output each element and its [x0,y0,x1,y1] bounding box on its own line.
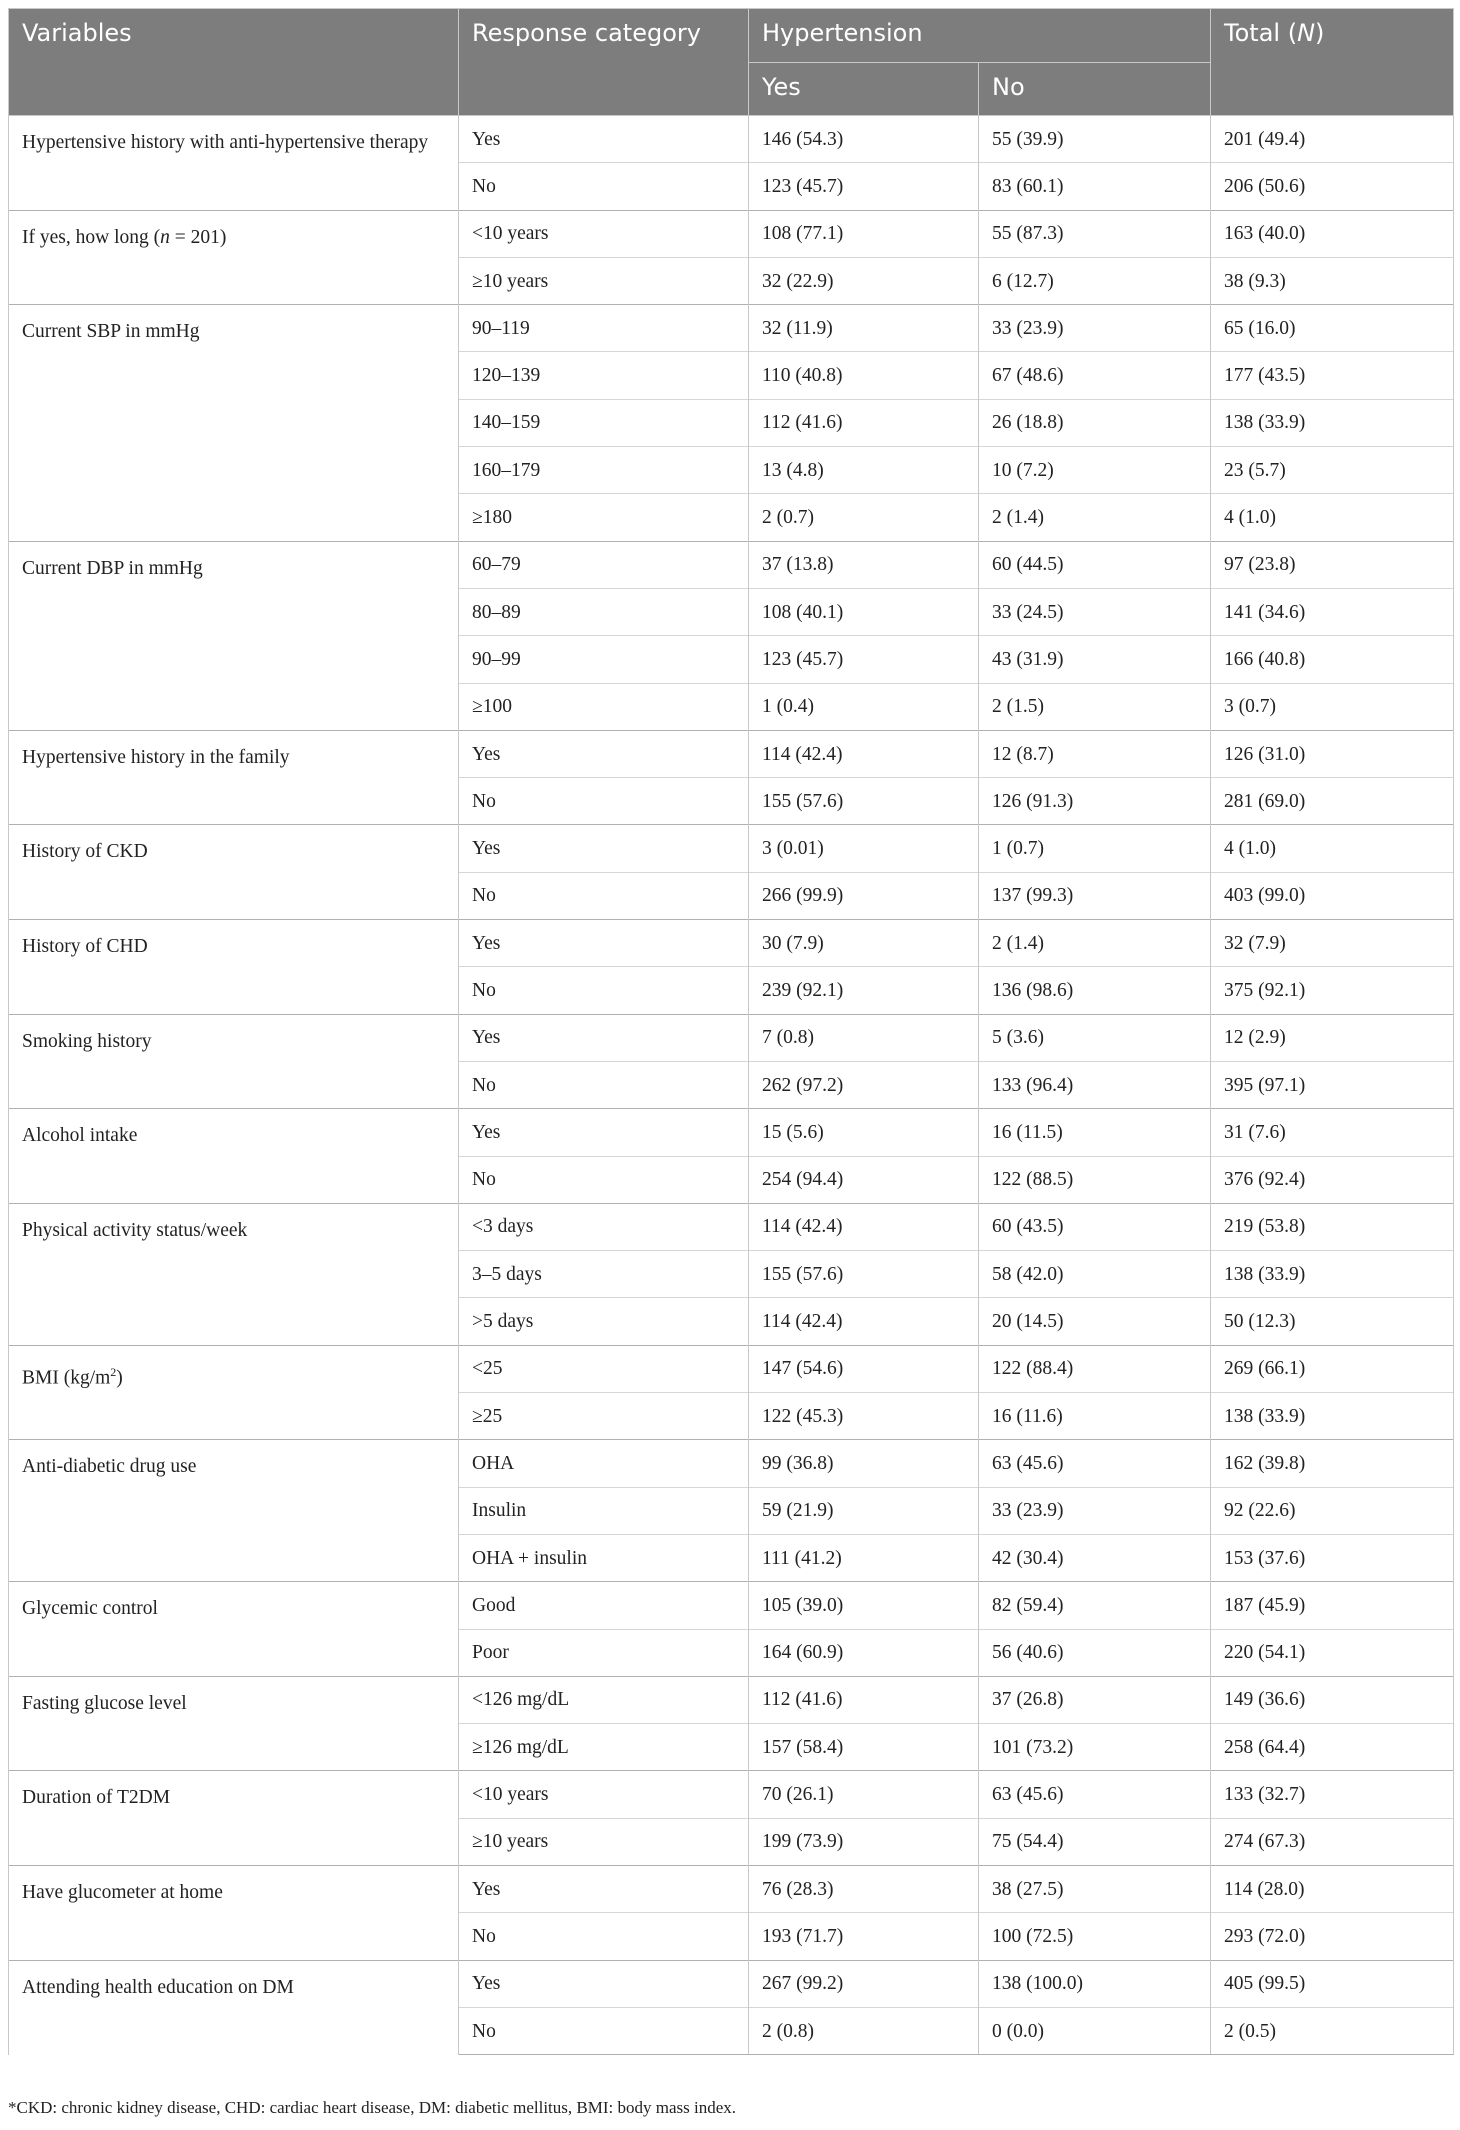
total-cell: 206 (50.6) [1211,163,1454,210]
hypertension-yes-cell: 112 (41.6) [749,1676,979,1723]
category-cell: 120–139 [459,352,749,399]
total-cell: 177 (43.5) [1211,352,1454,399]
hypertension-yes-cell: 13 (4.8) [749,447,979,494]
hypertension-no-cell: 60 (44.5) [979,541,1211,588]
variable-cell: History of CHD [9,920,459,1015]
table-container [8,8,1453,2055]
variable-cell: Smoking history [9,1014,459,1109]
total-cell: 3 (0.7) [1211,683,1454,730]
hypertension-no-cell: 20 (14.5) [979,1298,1211,1345]
hypertension-yes-cell: 199 (73.9) [749,1818,979,1865]
category-cell: ≥25 [459,1393,749,1440]
hypertension-yes-cell: 1 (0.4) [749,683,979,730]
category-cell: No [459,1913,749,1960]
total-cell: 114 (28.0) [1211,1865,1454,1912]
total-cell: 162 (39.8) [1211,1440,1454,1487]
category-cell: 80–89 [459,588,749,635]
hypertension-no-cell: 82 (59.4) [979,1582,1211,1629]
header-total-suffix: ) [1315,19,1325,47]
variable-cell: History of CKD [9,825,459,920]
table-body [9,116,1454,2055]
hypertension-no-cell: 42 (30.4) [979,1534,1211,1581]
total-cell: 281 (69.0) [1211,778,1454,825]
total-cell: 50 (12.3) [1211,1298,1454,1345]
total-cell: 376 (92.4) [1211,1156,1454,1203]
variable-cell: Hypertensive history in the family [9,730,459,825]
total-cell: 126 (31.0) [1211,730,1454,777]
category-cell: Yes [459,730,749,777]
category-cell: 90–99 [459,636,749,683]
hypertension-yes-cell: 164 (60.9) [749,1629,979,1676]
variable-italic-n: n [160,226,170,248]
hypertension-no-cell: 43 (31.9) [979,636,1211,683]
hypertension-no-cell: 2 (1.4) [979,920,1211,967]
total-cell: 12 (2.9) [1211,1014,1454,1061]
hypertension-yes-cell: 7 (0.8) [749,1014,979,1061]
hypertension-yes-cell: 147 (54.6) [749,1345,979,1392]
variable-cell: Have glucometer at home [9,1865,459,1960]
category-cell: ≥180 [459,494,749,541]
header-yes: Yes [749,63,979,116]
hypertension-no-cell: 2 (1.5) [979,683,1211,730]
variable-cell: Anti-diabetic drug use [9,1440,459,1582]
hypertension-yes-cell: 110 (40.8) [749,352,979,399]
table-row [9,1440,1454,1487]
total-cell: 166 (40.8) [1211,636,1454,683]
hypertension-no-cell: 133 (96.4) [979,1061,1211,1108]
table-row [9,1676,1454,1723]
hypertension-yes-cell: 2 (0.8) [749,2007,979,2054]
hypertension-yes-cell: 267 (99.2) [749,1960,979,2007]
hypertension-yes-cell: 37 (13.8) [749,541,979,588]
category-cell: 3–5 days [459,1251,749,1298]
hypertension-no-cell: 60 (43.5) [979,1203,1211,1250]
category-cell: 60–79 [459,541,749,588]
category-cell: Yes [459,1109,749,1156]
total-cell: 269 (66.1) [1211,1345,1454,1392]
category-cell: No [459,163,749,210]
hypertension-no-cell: 122 (88.5) [979,1156,1211,1203]
category-cell: ≥126 mg/dL [459,1724,749,1771]
category-cell: Yes [459,116,749,163]
hypertension-no-cell: 1 (0.7) [979,825,1211,872]
hypertension-yes-cell: 155 (57.6) [749,778,979,825]
hypertension-yes-cell: 111 (41.2) [749,1534,979,1581]
table-row [9,1345,1454,1392]
category-cell: Yes [459,1865,749,1912]
category-cell: ≥100 [459,683,749,730]
hypertension-yes-cell: 114 (42.4) [749,1203,979,1250]
variable-cell: Physical activity status/week [9,1203,459,1345]
category-cell: ≥10 years [459,257,749,304]
hypertension-no-cell: 55 (39.9) [979,116,1211,163]
hypertension-yes-cell: 123 (45.7) [749,163,979,210]
hypertension-yes-cell: 59 (21.9) [749,1487,979,1534]
total-cell: 258 (64.4) [1211,1724,1454,1771]
category-cell: Insulin [459,1487,749,1534]
variable-cell: Hypertensive history with anti-hypertensive therapy [9,116,459,211]
hypertension-no-cell: 63 (45.6) [979,1771,1211,1818]
hypertension-no-cell: 38 (27.5) [979,1865,1211,1912]
hypertension-yes-cell: 112 (41.6) [749,399,979,446]
hypertension-no-cell: 12 (8.7) [979,730,1211,777]
total-cell: 2 (0.5) [1211,2007,1454,2054]
category-cell: No [459,778,749,825]
hypertension-no-cell: 137 (99.3) [979,872,1211,919]
hypertension-yes-cell: 15 (5.6) [749,1109,979,1156]
table-row [9,825,1454,872]
variable-text-post: ) [116,1367,123,1389]
hypertension-no-cell: 37 (26.8) [979,1676,1211,1723]
hypertension-no-cell: 138 (100.0) [979,1960,1211,2007]
hypertension-no-cell: 136 (98.6) [979,967,1211,1014]
hypertension-no-cell: 33 (23.9) [979,1487,1211,1534]
variable-superscript: 2 [110,1364,117,1379]
hypertension-no-cell: 10 (7.2) [979,447,1211,494]
category-cell: No [459,1156,749,1203]
category-cell: No [459,2007,749,2054]
category-cell: >5 days [459,1298,749,1345]
total-cell: 138 (33.9) [1211,1251,1454,1298]
header-hypertension: Hypertension [749,9,1211,63]
total-cell: 138 (33.9) [1211,1393,1454,1440]
total-cell: 65 (16.0) [1211,305,1454,352]
header-total-n: N [1297,19,1316,47]
table-row [9,920,1454,967]
variable-text-post: = 201) [169,226,227,248]
hypertension-no-cell: 16 (11.6) [979,1393,1211,1440]
hypertension-no-cell: 16 (11.5) [979,1109,1211,1156]
total-cell: 38 (9.3) [1211,257,1454,304]
hypertension-yes-cell: 108 (77.1) [749,210,979,257]
table-header [9,9,1454,116]
variable-cell: Alcohol intake [9,1109,459,1204]
hypertension-yes-cell: 99 (36.8) [749,1440,979,1487]
hypertension-no-cell: 83 (60.1) [979,163,1211,210]
category-cell: Yes [459,1960,749,2007]
table-row [9,1960,1454,2007]
variable-cell: Glycemic control [9,1582,459,1677]
hypertension-no-cell: 55 (87.3) [979,210,1211,257]
category-cell: 160–179 [459,447,749,494]
variable-cell: Current SBP in mmHg [9,305,459,541]
header-no: No [979,63,1211,116]
table-row [9,1771,1454,1818]
hypertension-yes-cell: 3 (0.01) [749,825,979,872]
hypertension-yes-cell: 239 (92.1) [749,967,979,1014]
hypertension-no-cell: 0 (0.0) [979,2007,1211,2054]
total-cell: 163 (40.0) [1211,210,1454,257]
table-row [9,1203,1454,1250]
table-row [9,541,1454,588]
total-cell: 293 (72.0) [1211,1913,1454,1960]
category-cell: 140–159 [459,399,749,446]
hypertension-yes-cell: 122 (45.3) [749,1393,979,1440]
category-cell: Good [459,1582,749,1629]
category-cell: <3 days [459,1203,749,1250]
table-row [9,116,1454,163]
total-cell: 220 (54.1) [1211,1629,1454,1676]
total-cell: 219 (53.8) [1211,1203,1454,1250]
hypertension-no-cell: 101 (73.2) [979,1724,1211,1771]
category-cell: <10 years [459,210,749,257]
hypertension-no-cell: 33 (24.5) [979,588,1211,635]
hypertension-yes-cell: 105 (39.0) [749,1582,979,1629]
hypertension-yes-cell: 155 (57.6) [749,1251,979,1298]
hypertension-yes-cell: 123 (45.7) [749,636,979,683]
variable-text-pre: BMI (kg/m [22,1367,111,1389]
footnote: *CKD: chronic kidney disease, CHD: cardiac heart disease, DM: diabetic mellitus, BMI: body mass index. [8,2098,737,2117]
hypertension-yes-cell: 70 (26.1) [749,1771,979,1818]
hypertension-no-cell: 63 (45.6) [979,1440,1211,1487]
category-cell: No [459,1061,749,1108]
hypertension-no-cell: 100 (72.5) [979,1913,1211,1960]
total-cell: 201 (49.4) [1211,116,1454,163]
table-row [9,730,1454,777]
category-cell: <126 mg/dL [459,1676,749,1723]
category-cell: OHA [459,1440,749,1487]
hypertension-no-cell: 75 (54.4) [979,1818,1211,1865]
hypertension-yes-cell: 30 (7.9) [749,920,979,967]
variable-cell [9,1345,459,1440]
table-row [9,1582,1454,1629]
total-cell: 138 (33.9) [1211,399,1454,446]
hypertension-yes-cell: 262 (97.2) [749,1061,979,1108]
hypertension-yes-cell: 108 (40.1) [749,588,979,635]
total-cell: 153 (37.6) [1211,1534,1454,1581]
hypertension-no-cell: 5 (3.6) [979,1014,1211,1061]
hypertension-no-cell: 6 (12.7) [979,257,1211,304]
total-cell: 31 (7.6) [1211,1109,1454,1156]
header-total-prefix: Total ( [1224,19,1298,47]
hypertension-no-cell: 58 (42.0) [979,1251,1211,1298]
category-cell: Poor [459,1629,749,1676]
hypertension-yes-cell: 76 (28.3) [749,1865,979,1912]
total-cell: 403 (99.0) [1211,872,1454,919]
total-cell: 187 (45.9) [1211,1582,1454,1629]
variable-cell: Duration of T2DM [9,1771,459,1866]
total-cell: 97 (23.8) [1211,541,1454,588]
hypertension-no-cell: 26 (18.8) [979,399,1211,446]
category-cell: Yes [459,825,749,872]
table-row [9,1014,1454,1061]
total-cell: 274 (67.3) [1211,1818,1454,1865]
category-cell: 90–119 [459,305,749,352]
hypertension-yes-cell: 157 (58.4) [749,1724,979,1771]
category-cell: OHA + insulin [459,1534,749,1581]
data-table [8,8,1454,2055]
category-cell: Yes [459,1014,749,1061]
total-cell: 375 (92.1) [1211,967,1454,1014]
table-row [9,1109,1454,1156]
header-response-category: Response category [459,9,749,116]
category-cell: Yes [459,920,749,967]
variable-cell: Fasting glucose level [9,1676,459,1771]
variable-text-pre: If yes, how long ( [22,226,161,248]
total-cell: 4 (1.0) [1211,494,1454,541]
total-cell: 23 (5.7) [1211,447,1454,494]
category-cell: ≥10 years [459,1818,749,1865]
hypertension-no-cell: 126 (91.3) [979,778,1211,825]
header-total [1211,9,1454,116]
hypertension-yes-cell: 114 (42.4) [749,730,979,777]
table-row [9,1865,1454,1912]
hypertension-no-cell: 33 (23.9) [979,305,1211,352]
total-cell: 32 (7.9) [1211,920,1454,967]
category-cell: No [459,967,749,1014]
total-cell: 141 (34.6) [1211,588,1454,635]
total-cell: 149 (36.6) [1211,1676,1454,1723]
header-variables: Variables [9,9,459,116]
hypertension-yes-cell: 193 (71.7) [749,1913,979,1960]
table-row [9,210,1454,257]
category-cell: <10 years [459,1771,749,1818]
variable-cell [9,210,459,305]
hypertension-yes-cell: 146 (54.3) [749,116,979,163]
hypertension-no-cell: 67 (48.6) [979,352,1211,399]
variable-cell: Attending health education on DM [9,1960,459,2055]
hypertension-yes-cell: 2 (0.7) [749,494,979,541]
hypertension-yes-cell: 32 (11.9) [749,305,979,352]
variable-cell: Current DBP in mmHg [9,541,459,730]
hypertension-yes-cell: 114 (42.4) [749,1298,979,1345]
table-row [9,305,1454,352]
hypertension-no-cell: 2 (1.4) [979,494,1211,541]
total-cell: 395 (97.1) [1211,1061,1454,1108]
hypertension-yes-cell: 254 (94.4) [749,1156,979,1203]
hypertension-yes-cell: 266 (99.9) [749,872,979,919]
hypertension-no-cell: 56 (40.6) [979,1629,1211,1676]
hypertension-no-cell: 122 (88.4) [979,1345,1211,1392]
category-cell: <25 [459,1345,749,1392]
total-cell: 4 (1.0) [1211,825,1454,872]
total-cell: 92 (22.6) [1211,1487,1454,1534]
total-cell: 405 (99.5) [1211,1960,1454,2007]
hypertension-yes-cell: 32 (22.9) [749,257,979,304]
total-cell: 133 (32.7) [1211,1771,1454,1818]
category-cell: No [459,872,749,919]
